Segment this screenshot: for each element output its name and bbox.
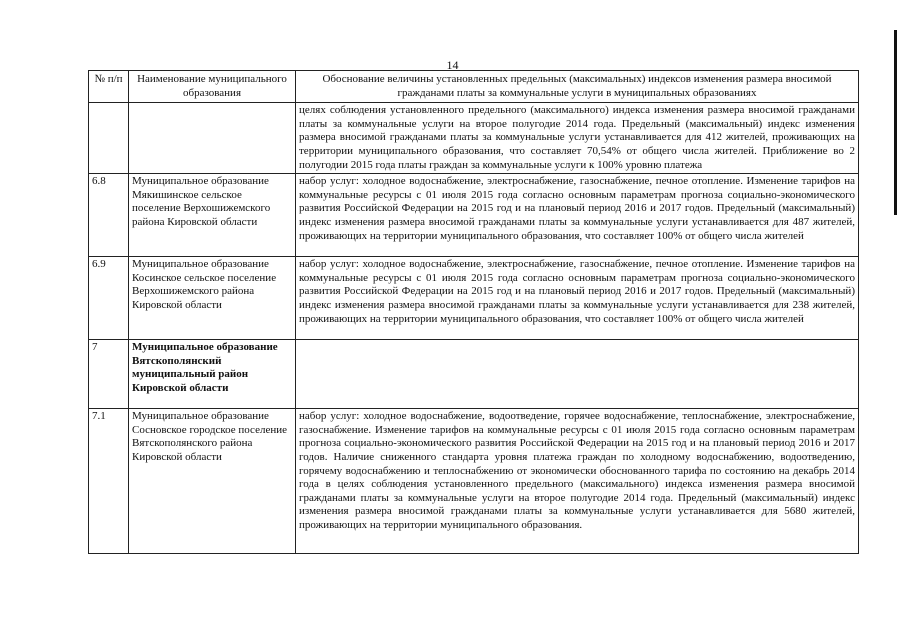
row-desc: целях соблюдения установленного предельного (максимального) индекса изменения размера вносимой гражданами платы за коммунальные услуги на второе полугодие 2014 года. Предельный (максимальный) индекс изменения размера вносимой гражданами платы за коммунальные услуги устанавливается для 412 жителей, проживающих на территории муниципального образования, что составляет 70,54% от общего числа жителей. Приближение во 2 полугодии 2015 года платы граждан за коммунальные услуги к 100% уровню платежа	[296, 103, 859, 174]
row-name: Муниципальное образование Мякишинское сельское поселение Верхошижемского района Кировской области	[129, 174, 296, 257]
row-num: 7	[89, 340, 129, 409]
row-num: 6.9	[89, 257, 129, 340]
header-num: № п/п	[89, 71, 129, 103]
page-number: 14	[446, 58, 459, 72]
row-name: Муниципальное образование Сосновское городское поселение Вятскополянского района Кировской области	[129, 409, 296, 554]
table-row	[89, 340, 859, 409]
municipal-index-table	[88, 70, 859, 554]
row-name: Муниципальное образование Косинское сельское поселение Верхошижемского района Кировской области	[129, 257, 296, 340]
header-desc: Обоснование величины установленных предельных (максимальных) индексов изменения размера вносимой гражданами платы за коммунальные услуги в муниципальных образованиях	[296, 71, 859, 103]
table-row	[89, 174, 859, 257]
scan-edge-line	[894, 30, 897, 215]
row-desc: набор услуг: холодное водоснабжение, электроснабжение, газоснабжение, печное отопление. Изменение тарифов на коммунальные ресурсы с 01 июля 2015 года согласно основным параметрам прогноза социально-экономического развития Российской Федерации на 2015 год и на плановый период 2016 и 2017 годов. Предельный (максимальный) индекс изменения размера вносимой гражданами платы за коммунальные услуги устанавливается для 487 жителей, проживающих на территории муниципального образования, что составляет 100% от общего числа жителей	[296, 174, 859, 257]
row-num	[89, 103, 129, 174]
table-row	[89, 103, 859, 174]
header-name: Наименование муниципального образования	[129, 71, 296, 103]
table-row	[89, 409, 859, 554]
table-row	[89, 257, 859, 340]
row-desc: набор услуг: холодное водоснабжение, водоотведение, горячее водоснабжение, теплоснабжение, электроснабжение, газоснабжение. Изменение тарифов на коммунальные ресурсы с 01 июля 2015 года согласно основным параметрам прогноза социально-экономического развития Российской Федерации на 2015 год и на плановый период 2016 и 2017 годов. Наличие сниженного стандарта уровня платежа граждан по холодному водоснабжению, водоотведению, горячему водоснабжению и теплоснабжению от экономически обоснованного тарифа по состоянию на декабрь 2014 года в целях соблюдения установленного предельного (максимального) индекса изменения размера вносимой гражданами платы за коммунальные услуги на второе полугодие 2014 года. Предельный (максимальный) индекс изменения размера вносимой гражданами платы за коммунальные услуги устанавливается для 5680 жителей, проживающих на территории муниципального образования.	[296, 409, 859, 554]
row-name	[129, 103, 296, 174]
row-num: 7.1	[89, 409, 129, 554]
table-header-row	[89, 71, 859, 103]
row-desc: набор услуг: холодное водоснабжение, электроснабжение, газоснабжение, печное отопление. Изменение тарифов на коммунальные ресурсы с 01 июля 2015 года согласно основным параметрам прогноза социально-экономического развития Российской Федерации на 2015 год и на плановый период 2016 и 2017 годов. Предельный (максимальный) индекс изменения размера вносимой гражданами платы за коммунальные услуги устанавливается для 238 жителей, проживающих на территории муниципального образования, что составляет 100% от общего числа жителей	[296, 257, 859, 340]
row-name: Муниципальное образование Вятскополянский муниципальный район Кировской области	[129, 340, 296, 409]
row-num: 6.8	[89, 174, 129, 257]
row-desc	[296, 340, 859, 409]
